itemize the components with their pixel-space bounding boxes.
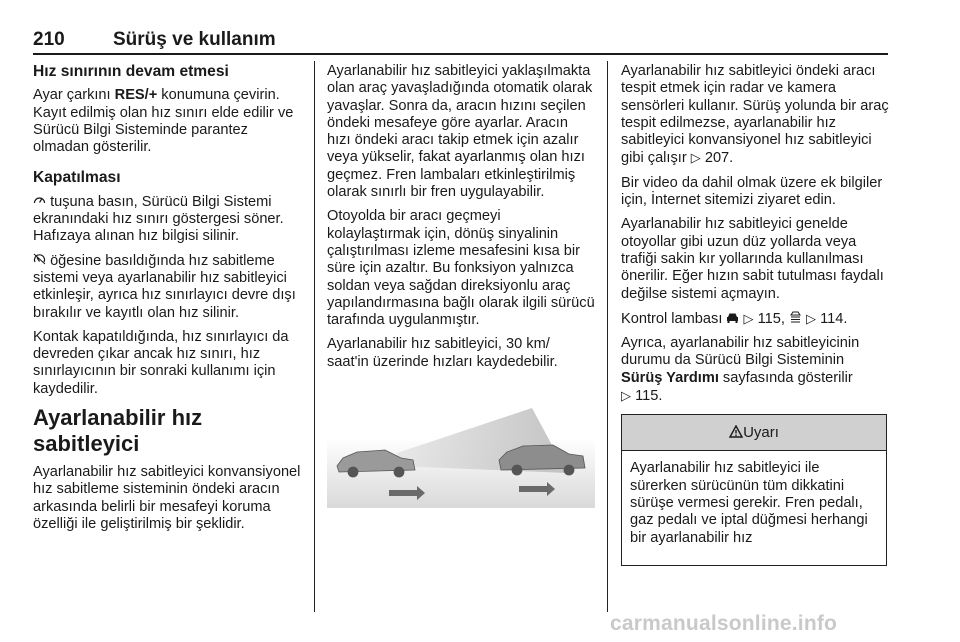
paragraph-overtake: Otoyolda bir aracı geçmeyi kolaylaştırmak için, dönüş sinyalinin çalıştırılması izleme mesafesini kısa bir süre için azaltır. Bu fonksiyon yalnızca soldan veya sağdan direksiyonlu araç yapılandırmasına bağlı olarak ilgili sürücü tarafında uygulanmıştır. bbox=[327, 208, 595, 329]
text: Ayar çarkını bbox=[33, 87, 115, 104]
acc-illustration bbox=[327, 378, 595, 508]
page-title: Sürüş ve kullanım bbox=[113, 29, 276, 50]
text: konumuna çevirin. Kayıt edilmiş olan hız sınırı elde edilir ve Sürücü Bilgi Sisteminde parantez olmadan gösterilir. bbox=[33, 87, 294, 156]
text: Ayrıca, ayarlanabilir hız sabitleyicinin durumu da Sürücü Bilgi Sisteminin bbox=[621, 335, 860, 369]
paragraph-cruise bbox=[33, 253, 301, 322]
paragraph-sensors bbox=[621, 63, 889, 168]
triangle-right-icon: ▷ bbox=[743, 310, 754, 326]
column-1 bbox=[33, 63, 301, 540]
warning-title: Uyarı bbox=[743, 424, 779, 442]
triangle-right-icon: ▷ bbox=[621, 388, 631, 404]
watermark: carmanualsonline.info bbox=[610, 612, 838, 635]
speedometer-icon bbox=[33, 194, 46, 211]
warning-box bbox=[621, 414, 887, 566]
triangle-right-icon: ▷ bbox=[690, 150, 701, 166]
column-divider-2 bbox=[607, 61, 608, 612]
cruise-control-icon bbox=[33, 253, 46, 270]
heading-resume: Hız sınırının devam etmesi bbox=[33, 63, 229, 80]
column-divider-1 bbox=[314, 61, 315, 612]
paragraph-resume bbox=[33, 87, 301, 156]
paragraph-off bbox=[33, 194, 301, 246]
paragraph-speed-min: Ayarlanabilir hız sabitleyici, 30 km/ saat'in üzerinde hızları kaydedebilir. bbox=[327, 336, 558, 370]
header-divider bbox=[33, 53, 888, 55]
distance-icon bbox=[789, 311, 802, 328]
res-plus-label: RES/+ bbox=[114, 87, 158, 104]
page-ref[interactable]: 115. bbox=[635, 388, 663, 405]
triangle-right-icon: ▷ bbox=[806, 310, 817, 326]
text: öğesine basıldığında hız sabitleme sistemi veya ayarlanabilir hız sabitleyici etkinleşir, ayrıca hız sınırlayıcı devre dışı bırakılır ve kayıtlı olan hız silinir. bbox=[33, 252, 296, 321]
paragraph-usage: Ayarlanabilir hız sabitleyici genelde otoyollar gibi uzun düz yollarda veya trafiği sakin kır yollarında kullanılması önerilir. Eğer hızın sabit tutulması faydalı değilse sistemi açmayın. bbox=[621, 216, 884, 302]
heading-off: Kapatılması bbox=[33, 169, 121, 187]
paragraph-acc-intro: Ayarlanabilir hız sabitleyici konvansiyonel hız sabitleme sisteminin öndeki aracın arkasında belirli bir mesafeyi koruma özelliği ile geliştirilmiş bir şeklidir. bbox=[33, 464, 301, 532]
text: Ayarlanabilir hız sabitleyici öndeki aracı tespit etmek için radar ve kamera sensörleri kullanır. Sürüş yolunda bir araç tespit edilmezse, ayarlanabilir hız sabitleyici konvansiyonel hız sabitleyici gibi çalışır bbox=[621, 63, 889, 167]
text: sayfasında gösterilir bbox=[718, 369, 853, 386]
column-2 bbox=[327, 63, 595, 508]
paragraph-video: Bir video da dahil olmak üzere ek bilgiler için, İnternet sitemizi ziyaret edin. bbox=[621, 174, 883, 209]
text: Kontrol lambası bbox=[621, 310, 723, 327]
driving-assist-label: Sürüş Yardımı bbox=[621, 369, 719, 386]
column-3 bbox=[621, 63, 889, 566]
paragraph-acc-slowdown: Ayarlanabilir hız sabitleyici yaklaşılmakta olan araç yavaşladığında otomatik olarak yavaşlar. Sonra da, aracın hızını seçilen öndeki mesafeye göre ayarlar. Aracın hızı öndeki aracı takip etmek için azalır veya yükselir, fakat ayarlanmış olan hızı geçmez. Fren lambaları etkinleştirilmiş olarak sınırlı bir fren uygulayabilir. bbox=[327, 63, 593, 201]
car-front-icon bbox=[726, 311, 739, 328]
page-ref[interactable]: 114. bbox=[820, 310, 848, 327]
page-ref[interactable]: 207. bbox=[704, 150, 734, 167]
heading-acc: Ayarlanabilir hız sabitleyici bbox=[33, 405, 203, 457]
paragraph-lamps bbox=[621, 310, 889, 328]
text: tuşuna basın, Sürücü Bilgi Sistemi ekranındaki hız sınırı göstergesi söner. Hafızaya alınan hız bilgisi silinir. bbox=[33, 193, 284, 245]
warning-header bbox=[622, 415, 886, 451]
paragraph-ignition: Kontak kapatıldığında, hız sınırlayıcı da devreden çıkar ancak hız sınırı, hız sınırlayıcının bir sonraki kullanımı için kaydedilir. bbox=[33, 328, 289, 397]
page-header bbox=[33, 29, 888, 51]
page-number: 210 bbox=[33, 29, 65, 50]
paragraph-driver-info bbox=[621, 335, 889, 405]
page-ref[interactable]: 115, bbox=[757, 310, 785, 327]
warning-text: Ayarlanabilir hız sabitleyici ile sürerken sürücünün tüm dikkatini sürüşe vermesi gerekir. Fren pedalı, gaz pedalı ve iptal düğmesi herhangi bir ayarlanabilir hız bbox=[630, 460, 868, 546]
warning-triangle-icon bbox=[729, 424, 743, 441]
